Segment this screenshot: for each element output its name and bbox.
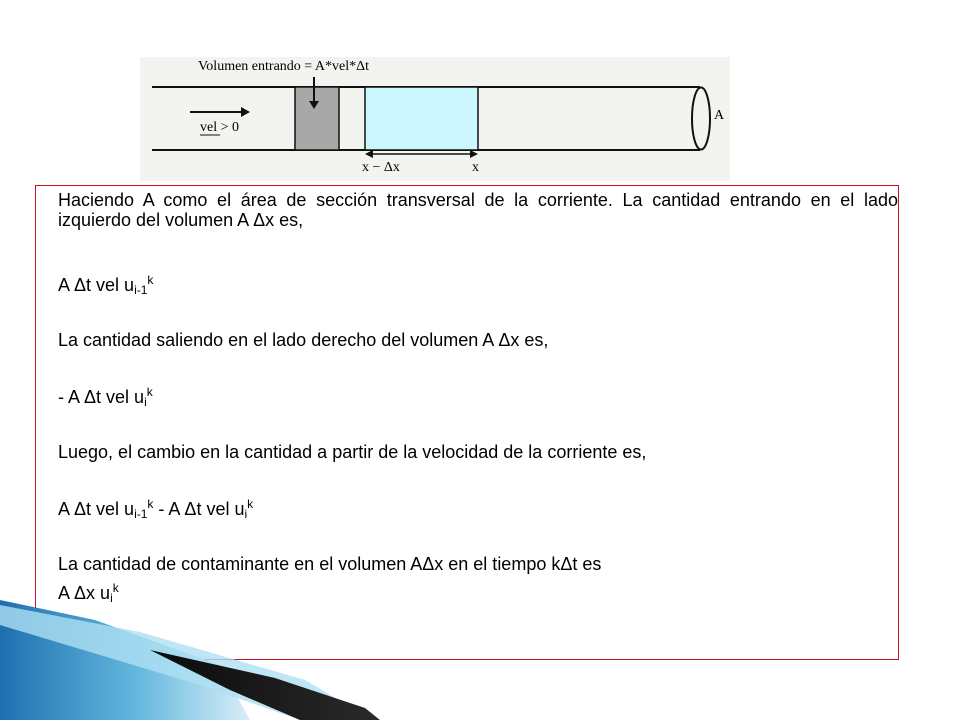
- equation-outflow-base: - A Δt vel u: [58, 387, 145, 407]
- pipe-end-ellipse: [692, 88, 710, 150]
- equation-inflow: [58, 275, 898, 295]
- dimension-arrow-left: [365, 150, 373, 158]
- equation-inflow-sup: k: [147, 273, 154, 287]
- equation-change-sub2: i: [244, 507, 248, 521]
- paragraph-outflow: La cantidad saliendo en el lado derecho del volumen A Δx es,: [58, 330, 549, 350]
- equation-change: [58, 499, 898, 519]
- dimension-arrow-right: [470, 150, 478, 158]
- volume-entering-label: Volumen entrando = A*vel*Δt: [198, 59, 370, 74]
- paragraph-intro: Haciendo A como el área de sección transversal de la corriente. La cantidad entrando en el lado izquierdo del volumen A Δx es,: [58, 190, 898, 230]
- x-label: x: [472, 160, 479, 175]
- equation-inflow-base: A Δt vel u: [58, 275, 135, 295]
- control-volume: [365, 87, 478, 150]
- equation-change-sup1: k: [147, 497, 154, 511]
- velocity-label: vel > 0: [200, 120, 239, 135]
- equation-change-sub1: i-1: [134, 507, 148, 521]
- equation-contaminant-sup: k: [112, 581, 119, 595]
- paragraph-change: Luego, el cambio en la cantidad a partir de la velocidad de la corriente es,: [58, 442, 647, 462]
- x-minus-dx-label: x − Δx: [362, 160, 400, 175]
- equation-contaminant-sub: i: [110, 591, 113, 605]
- area-label: A: [714, 108, 725, 123]
- equation-outflow: [58, 387, 898, 407]
- equation-outflow-sup: k: [146, 385, 153, 399]
- decorative-corner-swoosh: [0, 560, 420, 720]
- equation-contaminant-base: A Δx u: [58, 583, 111, 603]
- inflow-volume: [295, 87, 339, 150]
- equation-change-base1: A Δt vel u: [58, 499, 135, 519]
- equation-outflow-sub: i: [144, 395, 147, 409]
- pipe-flow-diagram: [140, 57, 730, 181]
- equation-change-sup2: k: [247, 497, 254, 511]
- equation-change-mid: - A Δt vel u: [153, 499, 245, 519]
- equation-inflow-sub: i-1: [134, 283, 148, 297]
- paragraph-contaminant: La cantidad de contaminante en el volumen AΔx en el tiempo kΔt es: [58, 554, 602, 574]
- pipe-diagram-graphic: [140, 57, 730, 181]
- velocity-arrow-head: [241, 107, 250, 117]
